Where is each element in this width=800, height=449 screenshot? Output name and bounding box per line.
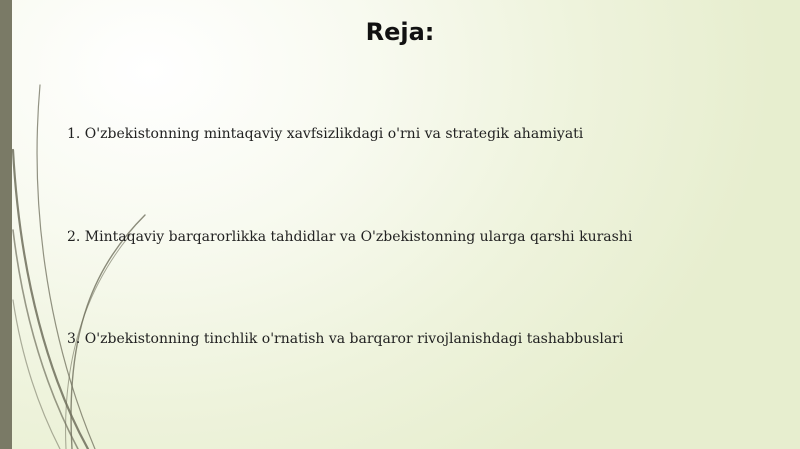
slide-title: Reja: [365, 18, 435, 46]
agenda-item-2: 2. Mintaqaviy barqarorlikka tahdidlar va O'zbekistonning ularga qarshi kurashi [67, 229, 633, 245]
agenda-item-3: 3. O'zbekistonning tinchlik o'rnatish va barqaror rivojlanishdagi tashabbuslari [67, 331, 624, 347]
agenda-item-1: 1. O'zbekistonning mintaqaviy xavfsizlikdagi o'rni va strategik ahamiyati [67, 126, 584, 142]
